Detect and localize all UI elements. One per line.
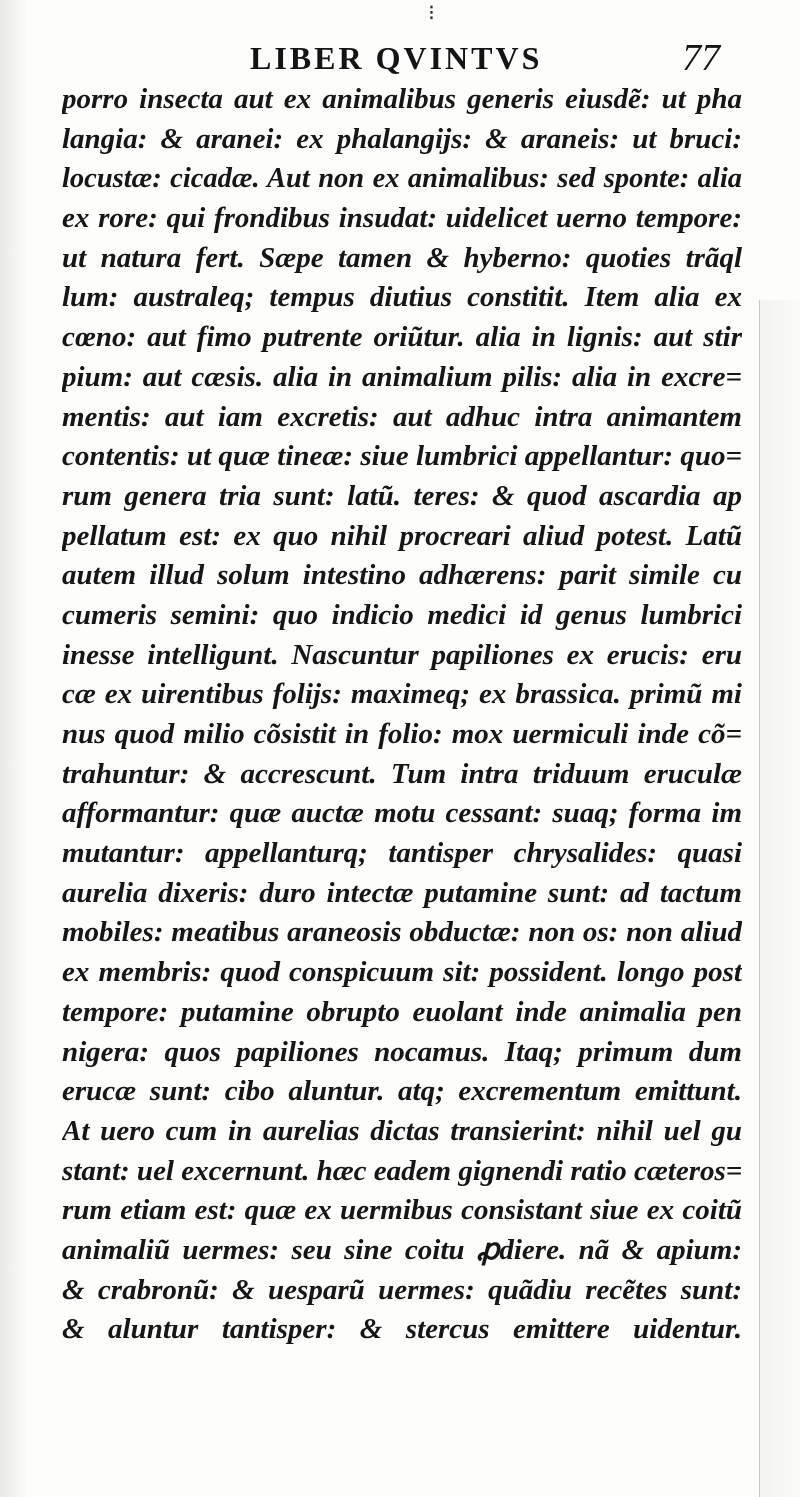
text-line: cœno: aut fimo putrente oriũtur. alia in lignis: aut stir (62, 321, 742, 354)
text-line: nigera: quos papiliones nocamus. Itaq; primum dum (62, 1035, 742, 1068)
text-line: tempore: putamine obrupto euolant inde animalia pen (62, 995, 742, 1028)
body-text (62, 80, 742, 1350)
text-line: mentis: aut iam excretis: aut adhuc intra animantem (62, 400, 742, 433)
text-line: trahuntur: & accrescunt. Tum intra triduum eruculæ (62, 757, 742, 790)
text-line: & crabronũ: & uesparũ uermes: quãdiu recẽtes sunt: (62, 1273, 742, 1306)
text-line: langia: & aranei: ex phalangijs: & araneis: ut bruci: (62, 122, 742, 155)
text-line: nus quod milio cõsistit in folio: mox uermiculi inde cõ= (62, 718, 742, 750)
text-line: pellatum est: ex quo nihil procreari aliud potest. Latũ (62, 519, 742, 552)
text-line: erucæ sunt: cibo aluntur. atq; excrementum emittunt. (62, 1075, 742, 1108)
text-line: porro insecta aut ex animalibus generis eiusdẽ: ut pha (62, 83, 742, 115)
text-line: pium: aut cæsis. alia in animalium pilis: alia in excre= (62, 360, 742, 393)
text-line: animaliũ uermes: seu sine coitu ꝓdiere. nã & apium: (62, 1233, 742, 1266)
text-line: autem illud solum intestino adhærens: parit simile cu (62, 559, 742, 592)
text-line: ex membris: quod conspicuum sit: possident. longo post (62, 956, 742, 989)
text-line: rum etiam est: quæ ex uermibus consistant siue ex coitũ (62, 1194, 742, 1227)
scan-shadow-left (0, 0, 28, 1497)
text-line: lum: australeq; tempus diutius constitit. Item alia ex (62, 281, 742, 314)
text-line: inesse intelligunt. Nascuntur papiliones ex erucis: eru (62, 638, 742, 671)
text-line: afformantur: quæ auctæ motu cessant: suaq; forma im (62, 797, 742, 830)
text-line: ex rore: qui frondibus insudat: uidelicet uerno tempore: (62, 202, 742, 235)
text-line: rum genera tria sunt: latũ. teres: & quod ascardia ap (62, 479, 742, 512)
facing-page-edge (759, 300, 800, 1497)
text-line: aurelia dixeris: duro intectæ putamine sunt: ad tactum (62, 876, 742, 909)
text-line: & aluntur tantisper: & stercus emittere uidentur. (62, 1313, 742, 1346)
text-line: mobiles: meatibus araneosis obductæ: non os: non aliud (62, 916, 742, 949)
text-line: ut natura fert. Sæpe tamen & hyberno: quoties trãql (62, 241, 742, 274)
text-line: At uero cum in aurelias dictas transierint: nihil uel gu (62, 1114, 742, 1147)
text-line: cumeris semini: quo indicio medici id genus lumbrici (62, 598, 742, 631)
text-line: stant: uel excernunt. hæc eadem gignendi ratio cæteros= (62, 1154, 742, 1187)
top-ink-mark: ⁝ (428, 0, 435, 25)
running-head: LIBER QVINTVS (250, 40, 543, 76)
text-line: locustæ: cicadæ. Aut non ex animalibus: sed sponte: alia (62, 163, 742, 195)
page-number: 77 (682, 37, 720, 79)
text-line: contentis: ut quæ tineæ: siue lumbrici appellantur: quo= (62, 440, 742, 473)
text-line: mutantur: appellanturq; tantisper chrysalides: quasi (62, 837, 742, 870)
text-line: cæ ex uirentibus folijs: maximeq; ex brassica. primũ mi (62, 678, 742, 711)
